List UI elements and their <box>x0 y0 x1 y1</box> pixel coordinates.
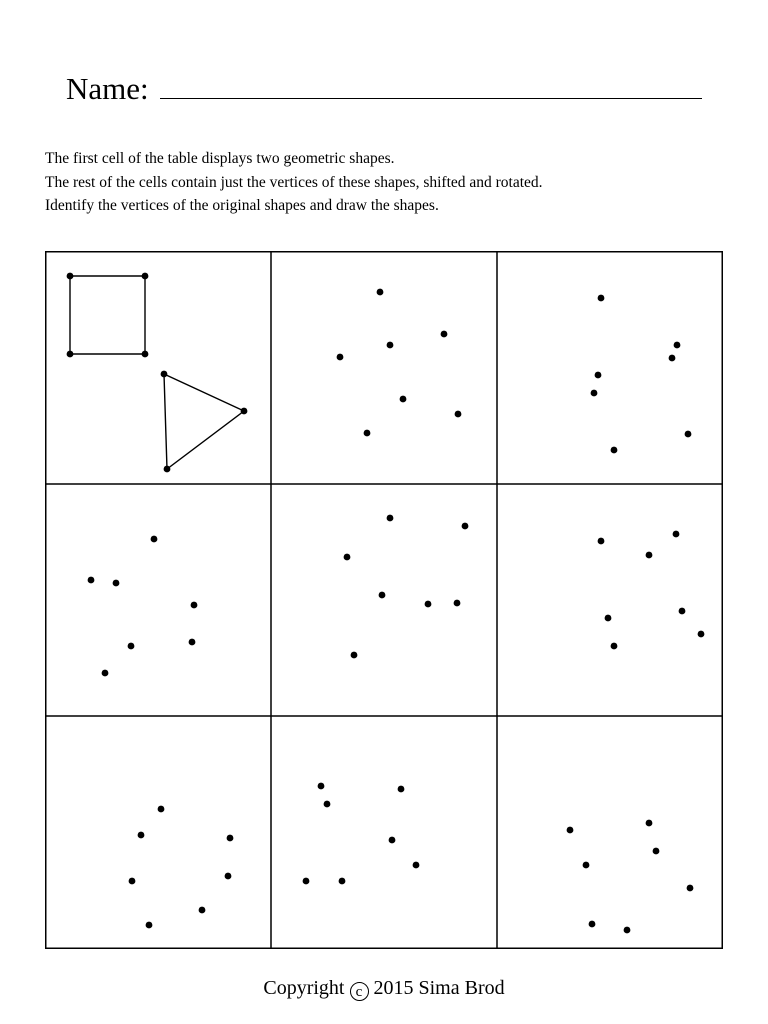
table-cell <box>129 806 234 929</box>
vertex-dot <box>88 577 95 584</box>
copyright-prefix: Copyright <box>263 977 345 999</box>
vertex-dot <box>146 922 153 929</box>
triangle-vertex <box>161 371 168 378</box>
vertex-dot <box>567 827 574 834</box>
triangle-shape <box>164 374 244 469</box>
vertex-dot <box>673 531 680 538</box>
vertex-dot <box>646 820 653 827</box>
vertex-dot <box>389 837 396 844</box>
vertex-dot <box>591 390 598 397</box>
vertex-dot <box>669 355 676 362</box>
copyright-symbol-icon: c <box>350 982 369 1001</box>
puzzle-grid <box>45 251 723 949</box>
vertex-dot <box>685 431 692 438</box>
table-cell <box>67 273 248 473</box>
vertex-dot <box>138 832 145 839</box>
vertex-dot <box>318 783 325 790</box>
vertex-dot <box>687 885 694 892</box>
vertex-dot <box>303 878 310 885</box>
name-label: Name: <box>66 71 149 106</box>
table-cell <box>598 531 705 650</box>
instructions <box>45 147 725 218</box>
vertex-dot <box>377 289 384 296</box>
table-cell <box>567 820 694 934</box>
table-cell <box>337 289 462 437</box>
vertex-dot <box>387 515 394 522</box>
copyright <box>0 975 768 1001</box>
vertex-dot <box>646 552 653 559</box>
vertex-dot <box>455 411 462 418</box>
vertex-dot <box>441 331 448 338</box>
table-cell <box>303 783 420 885</box>
puzzle-table <box>45 251 723 949</box>
vertex-dot <box>151 536 158 543</box>
vertex-dot <box>324 801 331 808</box>
vertex-dot <box>339 878 346 885</box>
vertex-dot <box>595 372 602 379</box>
vertex-dot <box>589 921 596 928</box>
vertex-dot <box>400 396 407 403</box>
vertex-dot <box>611 643 618 650</box>
vertex-dot <box>598 538 605 545</box>
vertex-dot <box>387 342 394 349</box>
vertex-dot <box>189 639 196 646</box>
vertex-dot <box>583 862 590 869</box>
name-row <box>66 70 149 108</box>
vertex-dot <box>128 643 135 650</box>
vertex-dot <box>191 602 198 609</box>
table-cell <box>591 295 692 454</box>
vertex-dot <box>605 615 612 622</box>
vertex-dot <box>225 873 232 880</box>
instruction-line: Identify the vertices of the original shapes and draw the shapes. <box>45 197 439 214</box>
vertex-dot <box>611 447 618 454</box>
table-cell <box>88 536 198 677</box>
instruction-line: The rest of the cells contain just the vertices of these shapes, shifted and rotated. <box>45 173 543 191</box>
vertex-dot <box>102 670 109 677</box>
triangle-vertex <box>241 408 248 415</box>
vertex-dot <box>364 430 371 437</box>
vertex-dot <box>344 554 351 561</box>
vertex-dot <box>158 806 165 813</box>
vertex-dot <box>113 580 120 587</box>
vertex-dot <box>199 907 206 914</box>
square-vertex <box>142 273 149 280</box>
vertex-dot <box>129 878 136 885</box>
vertex-dot <box>462 523 469 530</box>
triangle-vertex <box>164 466 171 473</box>
table-cell <box>344 515 469 659</box>
vertex-dot <box>679 608 686 615</box>
vertex-dot <box>337 354 344 361</box>
vertex-dot <box>674 342 681 349</box>
square-vertex <box>67 273 74 280</box>
vertex-dot <box>454 600 461 607</box>
instruction-line: The first cell of the table displays two geometric shapes. <box>45 150 395 167</box>
square-shape <box>70 276 145 354</box>
copyright-suffix: 2015 Sima Brod <box>373 977 505 999</box>
vertex-dot <box>698 631 705 638</box>
vertex-dot <box>351 652 358 659</box>
vertex-dot <box>227 835 234 842</box>
vertex-dot <box>653 848 660 855</box>
vertex-dot <box>379 592 386 599</box>
vertex-dot <box>398 786 405 793</box>
vertex-dot <box>624 927 631 934</box>
vertex-dot <box>425 601 432 608</box>
square-vertex <box>142 351 149 358</box>
vertex-dot <box>598 295 605 302</box>
name-blank-line[interactable] <box>160 98 702 99</box>
vertex-dot <box>413 862 420 869</box>
square-vertex <box>67 351 74 358</box>
